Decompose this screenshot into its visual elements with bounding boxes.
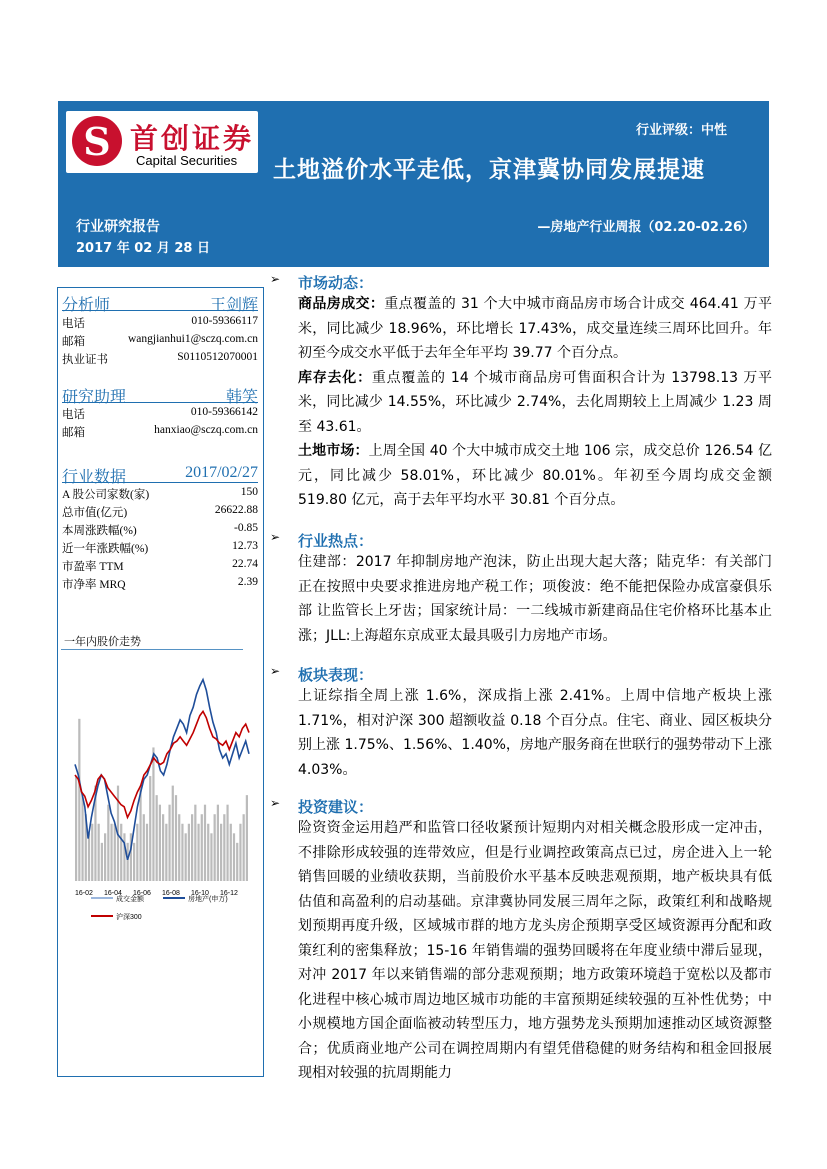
- volume-bar: [204, 805, 206, 881]
- paragraph: [272, 366, 772, 440]
- volume-bar: [223, 814, 225, 881]
- analyst-row: [62, 351, 258, 368]
- row-value: 22.74: [232, 558, 258, 570]
- para-text: 上周全国 40 个大中城市成交土地 106 宗，成交总价 126.54 亿元，同比减少 58.01%，环比减少 80.01%。年初至今周均成交金额 519.80 亿元，高于去年平均水平 30.81 个百分点。: [298, 443, 773, 508]
- volume-bar: [194, 805, 196, 881]
- volume-bar: [243, 814, 245, 881]
- paragraph: [272, 550, 772, 648]
- volume-bar: [201, 814, 203, 881]
- volume-bar: [91, 824, 93, 881]
- section-title: 板块表现：: [298, 666, 374, 684]
- volume-bar: [246, 795, 248, 881]
- volume-bar: [88, 833, 90, 881]
- volume-bar: [120, 824, 122, 881]
- analyst-header: [62, 292, 258, 314]
- para-text: 重点覆盖的 31 个大中城市商品房市场合计成交 464.41 万平米，同比减少 18.96%，环比增长 17.43%，成交量连续三周环比回升。年初至今成交水平低于去年全年平均 39.77 个百分点。: [298, 296, 772, 361]
- industry-row: [62, 540, 258, 557]
- volume-bar: [165, 824, 167, 881]
- assistant-row: [62, 406, 258, 423]
- price-trend-chart: [61, 649, 259, 929]
- paragraph: [272, 684, 772, 782]
- logo-english: Capital Securities: [136, 153, 238, 168]
- row-value: 150: [240, 486, 258, 498]
- row-key: 邮箱: [62, 336, 85, 348]
- volume-bar: [146, 824, 148, 881]
- analyst-row: [62, 315, 258, 332]
- bullet-arrow-icon: ➢: [270, 664, 281, 678]
- volume-bar: [207, 824, 209, 881]
- legend-label: 沪深300: [116, 914, 142, 921]
- industry-row: [62, 486, 258, 503]
- section-advice: [272, 794, 772, 1086]
- industry-rating: 行业评级：中性: [635, 123, 727, 138]
- series-line: [75, 711, 249, 817]
- paragraph: [272, 439, 772, 513]
- volume-bar: [178, 814, 180, 881]
- row-key: A 股公司家数(家): [62, 489, 150, 501]
- volume-bar: [214, 814, 216, 881]
- volume-bar: [139, 786, 141, 881]
- paragraph: [272, 816, 772, 1086]
- industry-row: [62, 576, 258, 593]
- volume-bar: [197, 824, 199, 881]
- section-hotspots: [272, 528, 772, 648]
- volume-bar: [236, 843, 238, 881]
- volume-bar: [75, 776, 77, 881]
- row-key: 总市值(亿元): [62, 507, 128, 519]
- volume-bar: [181, 824, 183, 881]
- para-lead: 库存去化：: [298, 369, 372, 386]
- volume-bar: [210, 833, 212, 881]
- row-key: 本周涨跌幅(%): [62, 525, 137, 537]
- x-tick-label: 16-12: [220, 890, 238, 897]
- assistant-header: [62, 384, 258, 406]
- volume-bar: [127, 843, 129, 881]
- analyst-label: 分析师: [62, 297, 111, 314]
- volume-bar: [185, 833, 187, 881]
- bullet-arrow-icon: ➢: [270, 272, 281, 286]
- row-value: S0110512070001: [177, 351, 258, 363]
- sidebar: [57, 287, 264, 1077]
- volume-bar: [175, 795, 177, 881]
- volume-bar: [143, 814, 145, 881]
- bullet-arrow-icon: ➢: [270, 530, 281, 544]
- volume-bar: [123, 833, 125, 881]
- logo-chinese: 首创证券: [130, 122, 255, 155]
- row-value: 010-59366117: [191, 315, 258, 327]
- analyst-name: 王剑辉: [209, 297, 258, 314]
- section-title: 行业热点：: [298, 532, 374, 550]
- industry-data-date: 2017/02/27: [185, 464, 258, 481]
- volume-bars: [75, 719, 248, 881]
- report-header: [58, 101, 769, 267]
- volume-bar: [104, 833, 106, 881]
- volume-bar: [191, 814, 193, 881]
- x-tick-label: 16-04: [104, 890, 122, 897]
- report-type: 行业研究报告: [76, 219, 160, 235]
- para-text: 重点覆盖的 14 个城市商品房可售面积合计为 13798.13 万平米，同比减少 14.55%，环比减少 2.74%，去化周期较上上周减少 1.23 周至 43.61。: [298, 369, 772, 435]
- industry-row: [62, 522, 258, 539]
- row-key: 电话: [62, 409, 85, 421]
- volume-bar: [149, 776, 151, 881]
- volume-bar: [98, 824, 100, 881]
- section-market: [272, 270, 772, 513]
- industry-row: [62, 558, 258, 575]
- para-text: 险资资金运用趋严和监管口径收紧预计短期内对相关概念股形成一定冲击，不排除形成较强的连带效应，但是行业调控政策高点已过，房企进入上一轮销售回暖的业绩收获期，当前股价水平基本反映悲观预期，地产板块具有低估值和高盈利的启动基础。京津冀协同发展三周年之际，政策红利和战略规划预期再度升级，区域城市群的地方龙头房企预期享受区域资源再分配和政策红利的密集释放；15-16 年销售端的强势回暖将在年度业绩中滞后显现，对冲 2017 年以来销售端的部分悲观预期；地方政策环境趋于宽松以及都市化进程中核心城市周边地区城市功能的丰富预期延续较强的互补性优势；中小规模地方国企面临被动转型压力，地方强势龙头预期加速推动区域资源整合；优质商业地产公司在调控周期内有望凭借稳健的财务结构和租金回报展现相对较强的抗周期能力: [298, 820, 772, 1081]
- row-key: 近一年涨跌幅(%): [62, 543, 149, 555]
- volume-bar: [233, 833, 235, 881]
- row-value: 26622.88: [214, 504, 258, 516]
- assistant-label: 研究助理: [62, 389, 127, 406]
- chart-title: 一年内股价走势: [64, 635, 141, 648]
- volume-bar: [133, 843, 135, 881]
- volume-bar: [81, 795, 83, 881]
- report-series: —房地产行业周报（02.20-02.26）: [537, 220, 755, 235]
- row-key: 电话: [62, 318, 85, 330]
- legend-label: 成交金额: [116, 896, 144, 903]
- volume-bar: [168, 805, 170, 881]
- legend-label: 房地产(申万): [188, 896, 228, 903]
- industry-data-label: 行业数据: [62, 469, 127, 486]
- volume-bar: [172, 786, 174, 881]
- row-value: -0.85: [234, 522, 258, 534]
- section-sector: [272, 662, 772, 782]
- report-date: 2017 年 02 月 28 日: [76, 241, 210, 256]
- para-lead: 土地市场：: [298, 443, 369, 459]
- row-key: 市盈率 TTM: [62, 561, 124, 573]
- volume-bar: [188, 824, 190, 881]
- volume-bar: [159, 805, 161, 881]
- volume-bar: [239, 824, 241, 881]
- row-key: 邮箱: [62, 427, 85, 439]
- volume-bar: [101, 843, 103, 881]
- volume-bar: [78, 719, 80, 881]
- company-logo: [66, 111, 258, 173]
- volume-bar: [217, 805, 219, 881]
- para-text: 上证综指全周上涨 1.6%，深成指上涨 2.41%。上周中信地产板块上涨 1.71%，相对沪深 300 超额收益 0.18 个百分点。住宅、商业、园区板块分别上涨 1.75%、1.56%、1.40%，房地产服务商在世联行的强势带动下上涨 4.03%。: [298, 688, 772, 778]
- assistant-row: [62, 424, 258, 441]
- section-title: 投资建议：: [298, 798, 374, 816]
- assistant-name: 韩笑: [225, 389, 258, 406]
- volume-bar: [230, 824, 232, 881]
- para-lead: 商品房成交：: [298, 296, 385, 312]
- volume-bar: [162, 814, 164, 881]
- industry-data-header: [62, 464, 258, 486]
- industry-row: [62, 504, 258, 521]
- volume-bar: [156, 795, 158, 881]
- volume-bar: [220, 824, 222, 881]
- volume-bar: [226, 805, 228, 881]
- row-value: hanxiao@sczq.com.cn: [154, 424, 258, 436]
- analyst-row: [62, 333, 258, 350]
- x-tick-label: 16-10: [191, 890, 209, 897]
- report-title: 土地溢价水平走低，京津冀协同发展提速: [273, 156, 705, 183]
- volume-bar: [114, 824, 116, 881]
- logo-s-mark: S: [72, 116, 122, 166]
- chart-legend: [91, 894, 228, 921]
- volume-bar: [107, 805, 109, 881]
- x-tick-label: 16-08: [162, 890, 180, 897]
- para-text: 住建部：2017 年抑制房地产泡沫，防止出现大起大落；陆克华：有关部门正在按照中央要求推进房地产税工作；项俊波：绝不能把保险办成富豪俱乐部 让监管长上牙齿；国家统计局：一二线城市新建商品住宅价格环比基本止涨；JLL:上海超东京成亚太最具吸引力房地产市场。: [298, 554, 772, 644]
- row-key: 执业证书: [62, 354, 108, 366]
- volume-bar: [110, 824, 112, 881]
- x-tick-label: 16-02: [75, 890, 93, 897]
- row-value: 12.73: [232, 540, 258, 552]
- section-title: 市场动态：: [298, 274, 374, 292]
- row-value: 2.39: [237, 576, 258, 588]
- row-value: wangjianhui1@sczq.com.cn: [127, 333, 258, 345]
- x-tick-label: 16-06: [133, 890, 151, 897]
- row-key: 市净率 MRQ: [62, 579, 126, 591]
- paragraph: [272, 292, 772, 366]
- bullet-arrow-icon: ➢: [270, 796, 281, 810]
- volume-bar: [152, 747, 154, 881]
- volume-bar: [136, 824, 138, 881]
- row-value: 010-59366142: [190, 406, 258, 418]
